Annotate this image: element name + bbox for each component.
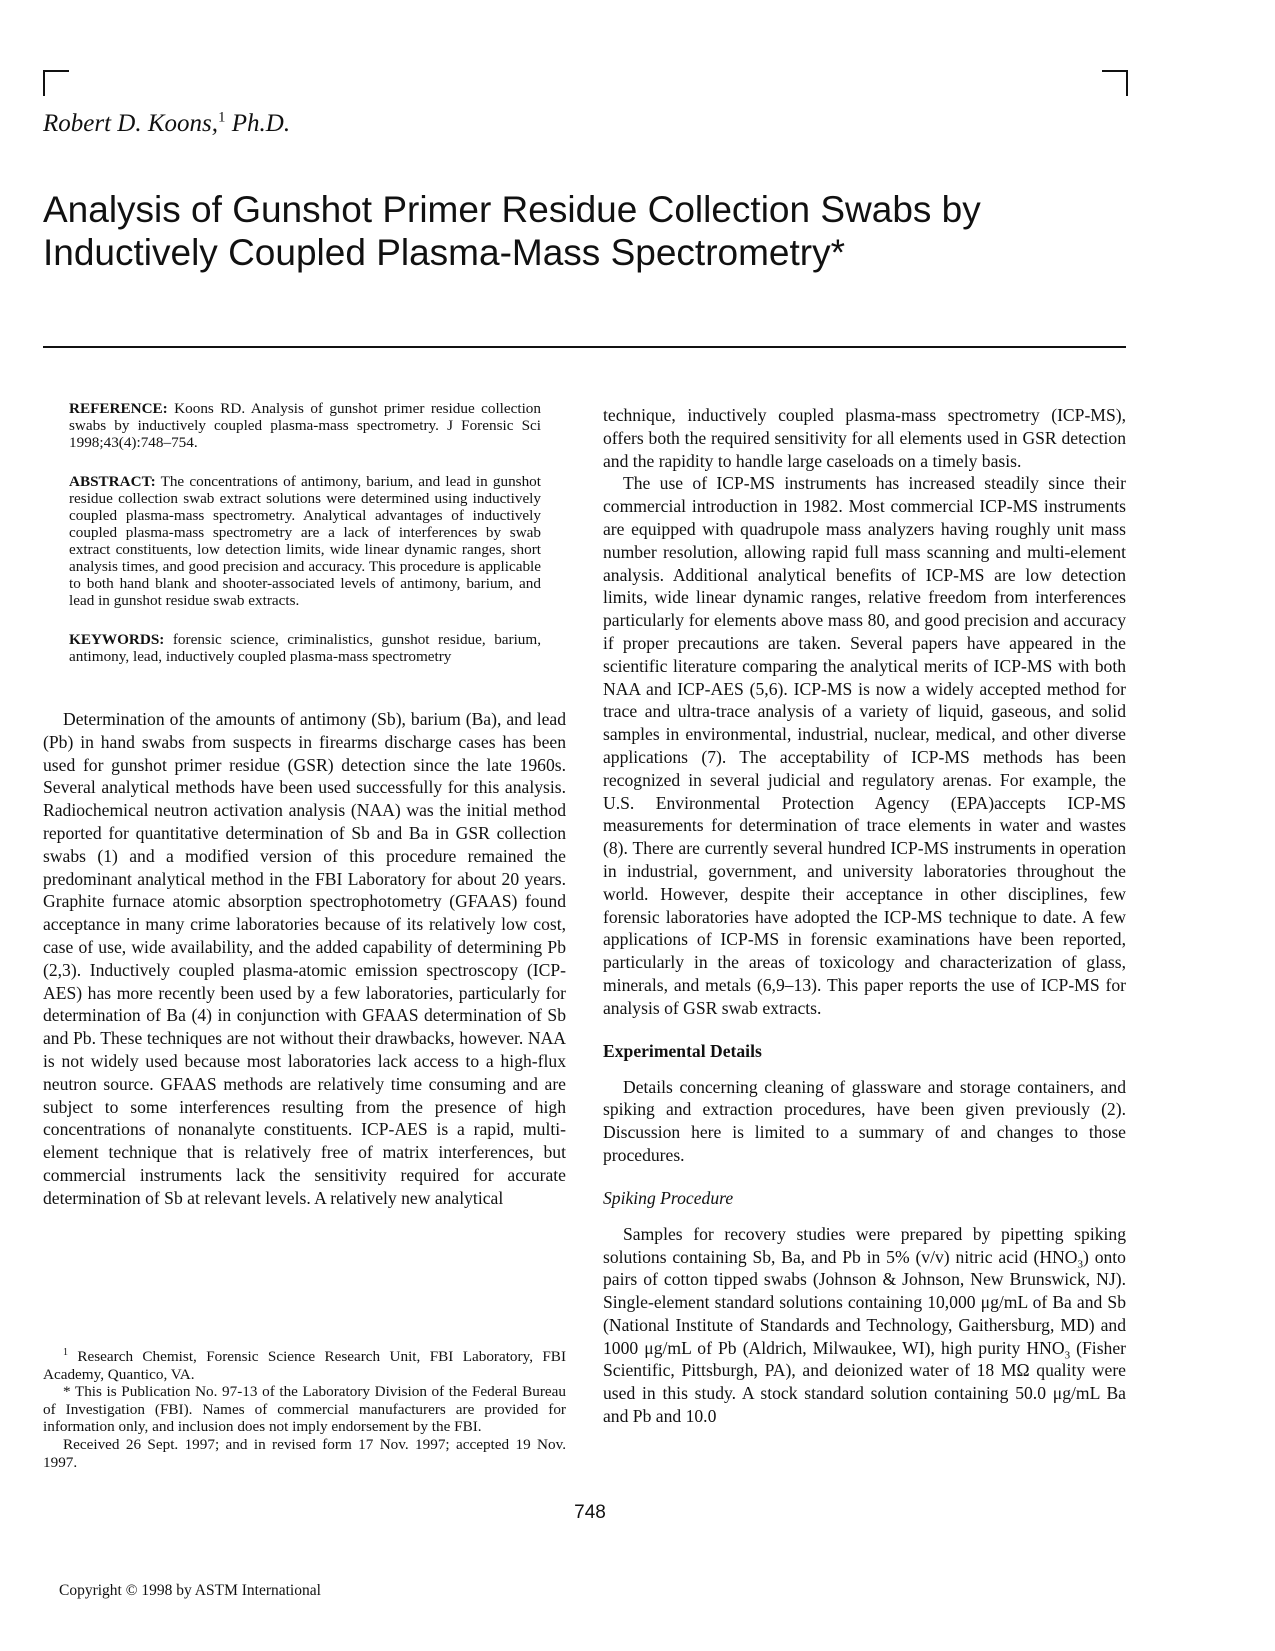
intro-paragraph-2: The use of ICP-MS instruments has increased steadily since their commercial introduction in 1982. Most commercial ICP-MS instruments are equipped with quadrupole mass analyzers having roughly unit mass number resolution, allowing rapid full mass scanning and multi-element analysis. Additional analytical benefits of ICP-MS are low detection limits, wide linear dynamic ranges, relative freedom from interferences particularly for elements above mass 80, and good precision and accuracy if proper precautions are taken. Several papers have appeared in the scientific literature comparing the analytical merits of ICP-MS with both NAA and ICP-AES (5,6). ICP-MS is now a widely accepted method for trace and ultra-trace analysis of a variety of liquid, gaseous, and solid samples in environmental, industrial, nuclear, medical, and other diverse applications (7). The acceptability of ICP-MS methods has been recognized in several judicial and regulatory arenas. For example, the U.S. Environmental Protection Agency (EPA)accepts ICP-MS measurements for determination of trace elements in water and wastes (8). There are currently several hundred ICP-MS instruments in operation in industrial, government, and university laboratories throughout the world. However, despite their acceptance in other disciplines, few forensic laboratories have adopted the ICP-MS technique to date. A few applications of ICP-MS in forensic examinations have been reported, particularly in the areas of toxicology and characterization of glass, minerals, and metals (6,9–13). This paper reports the use of ICP-MS for analysis of GSR swab extracts. bbox=[603, 473, 1126, 1018]
footnote-1 bbox=[43, 1348, 566, 1383]
footnote-2: * This is Publication No. 97-13 of the Laboratory Division of the Federal Bureau of Investigation (FBI). Names of commercial manufacturers are provided for information only, and inclusion does not imply endorsement by the FBI. bbox=[43, 1383, 566, 1436]
footnotes bbox=[43, 1348, 566, 1471]
keywords-label: KEYWORDS: bbox=[69, 631, 165, 648]
intro-paragraph-1-continued: technique, inductively coupled plasma-mass spectrometry (ICP-MS), offers both the required sensitivity for all elements used in GSR detection and the rapidity to handle large caseloads on a timely basis. bbox=[603, 405, 1126, 471]
spiking-paragraph-1: Samples for recovery studies were prepared by pipetting spiking solutions containing Sb, Ba, and Pb in 5% (v/v) nitric acid $(HNO_3)$ onto pairs of cotton tipped swabs (Johnson & Johnson, New Brunswick, NJ). Single-element standard solutions containing 10,000 μg/mL of Ba and Sb (National Institute of Standards and Technology, Gaithersburg, MD) and 1000 μg/mL of Pb (Aldrich, Milwaukee, WI), high purity $HNO_3$ (Fisher Scientific, Pittsburgh, PA), and deionized water of 18 MΩ quality were used in this study. A stock standard solution containing 50.0 μg/mL Ba and Pb and 10.0 bbox=[603, 1223, 1127, 1427]
author-name: Robert D. Koons, bbox=[43, 110, 218, 137]
subsection-heading-spiking: Spiking Procedure bbox=[603, 1187, 734, 1208]
experimental-body bbox=[603, 1076, 1126, 1167]
abstract-block bbox=[69, 473, 541, 609]
title-divider bbox=[43, 346, 1126, 348]
reference-text: Koons RD. Analysis of gunshot primer residue collection swabs by inductively coupled plasma-mass spectrometry. J Forensic Sci 1998;43(4):748–754. bbox=[69, 400, 541, 451]
author-affiliation-marker: 1 bbox=[218, 109, 226, 126]
right-column bbox=[603, 404, 1126, 1428]
abstract-text: The concentrations of antimony, barium, and lead in gunshot residue collection swab extract solutions were determined using inductively coupled plasma-mass spectrometry. Analytical advantages of inductively coupled plasma-mass spectrometry are a lack of interferences by swab extract constituents, low detection limits, wide linear dynamic ranges, short analysis times, and good precision and accuracy. This procedure is applicable to both hand blank and shooter-associated levels of antimony, barium, and lead in gunshot residue swab extracts. bbox=[69, 473, 542, 609]
spiking-body bbox=[603, 1223, 1126, 1428]
body-right bbox=[603, 404, 1126, 1020]
author-line bbox=[43, 110, 290, 138]
left-column bbox=[43, 400, 566, 1210]
reference-label: REFERENCE: bbox=[69, 400, 168, 417]
copyright-notice: Copyright © 1998 by ASTM International bbox=[59, 1582, 321, 1599]
intro-paragraph-1: Determination of the amounts of antimony (Sb), barium (Ba), and lead (Pb) in hand swabs from suspects in firearms discharge cases has been used for gunshot primer residue (GSR) detection since the late 1960s. Several analytical methods have been used successfully for this analysis. Radiochemical neutron activation analysis (NAA) was the initial method reported for quantitative determination of Sb and Ba in GSR collection swabs (1) and a modified version of this procedure remained the predominant analytical method in the FBI Laboratory for about 20 years. Graphite furnace atomic absorption spectrophotometry (GFAAS) found acceptance in many crime laboratories because of its relatively low cost, case of use, wide availability, and the added capability of determining Pb (2,3). Inductively coupled plasma-atomic emission spectroscopy (ICP-AES) has more recently been used by a few laboratories, particularly for determination of Ba (4) in conjunction with GFAAS determination of Sb and Pb. These techniques are not without their drawbacks, however. NAA is not widely used because most laboratories lack access to a high-flux neutron source. GFAAS methods are relatively time consuming and are subject to some interferences resulting from the presence of high concentrations of nonanalyte constituents. ICP-AES is a rapid, multi-element technique that is relatively free of matrix interferences, but commercial instruments lack the sensitivity required for accurate determination of Sb at relevant levels. A relatively new analytical bbox=[43, 709, 566, 1208]
section-heading-experimental: Experimental Details bbox=[603, 1040, 762, 1061]
article-title bbox=[43, 188, 1123, 274]
keywords-block bbox=[69, 631, 541, 665]
abstract-label: ABSTRACT: bbox=[69, 473, 156, 490]
page-number: 748 bbox=[574, 1502, 606, 1523]
front-matter bbox=[69, 400, 541, 665]
title-line-2: Inductively Coupled Plasma-Mass Spectrometry* bbox=[43, 232, 845, 273]
author-degree: Ph.D. bbox=[231, 110, 291, 137]
crop-mark-top-left bbox=[43, 70, 69, 96]
crop-mark-top-right bbox=[1102, 70, 1128, 96]
experimental-paragraph-1: Details concerning cleaning of glassware and storage containers, and spiking and extraction procedures, have been given previously (2). Discussion here is limited to a summary of and changes to those procedures. bbox=[603, 1076, 1126, 1165]
footnote-1-text: Research Chemist, Forensic Science Research Unit, FBI Laboratory, FBI Academy, Quantico, VA. bbox=[43, 1348, 566, 1383]
title-line-1: Analysis of Gunshot Primer Residue Collection Swabs by bbox=[43, 189, 981, 230]
reference-block bbox=[69, 400, 541, 451]
footnote-1-marker: 1 bbox=[63, 1346, 68, 1358]
footnote-3: Received 26 Sept. 1997; and in revised form 17 Nov. 1997; accepted 19 Nov. 1997. bbox=[43, 1435, 566, 1471]
body-left bbox=[43, 708, 566, 1210]
keywords-text: forensic science, criminalistics, gunshot residue, barium, antimony, lead, inductively coupled plasma-mass spectrometry bbox=[69, 631, 542, 665]
